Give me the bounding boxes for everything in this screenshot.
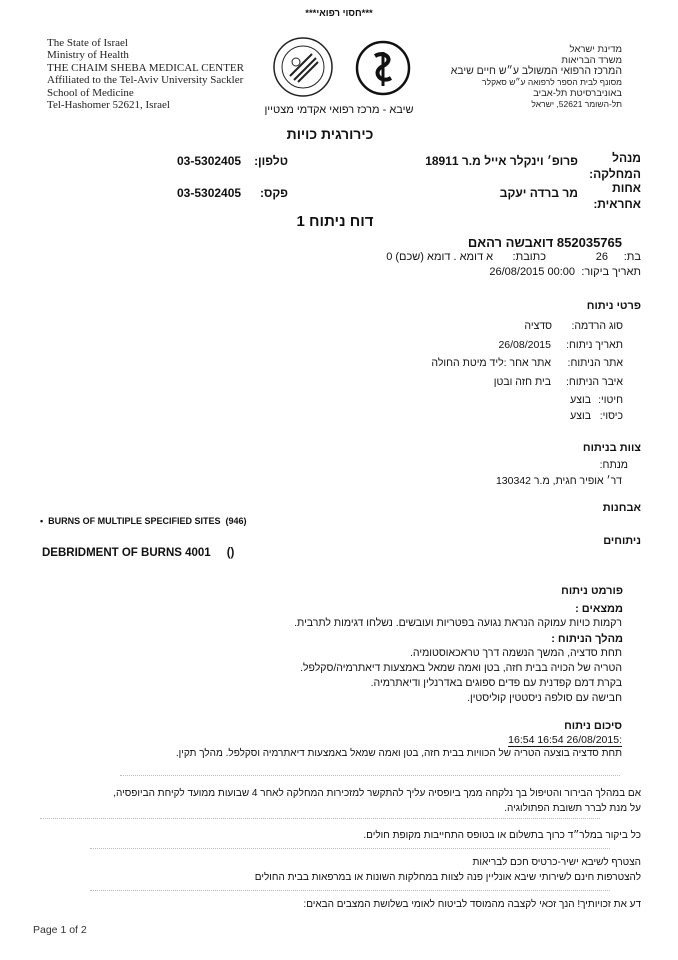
detail-label: חיטוי: <box>598 394 623 406</box>
detail-label: איבר הניתוח: <box>566 376 623 388</box>
surgery-details-heading: פרטי ניתוח <box>586 300 641 312</box>
detail-value: בית חזה ובטן <box>493 376 551 388</box>
procedure-name: DEBRIDMENT OF BURNS 4001 <box>42 547 211 559</box>
findings-label: ממצאים : <box>575 603 623 615</box>
hebrew-letterhead <box>451 44 622 110</box>
letterhead-line: משרד הבריאות <box>561 55 622 66</box>
ministry-seal-logo <box>272 36 334 98</box>
visit-value: 26/08/2015 00:00 <box>489 266 575 278</box>
fax-label: פקס: <box>259 186 288 200</box>
diagnosis-name: BURNS OF MULTIPLE SPECIFIED SITES <box>48 516 221 526</box>
rights-notice: דע את זכויותיך! הנך זכאי לקצבה מהמוסד לביטוח לאומי בשלושת המצבים הבאים: <box>303 899 641 910</box>
course-label: מהלך הניתוח : <box>551 633 623 645</box>
detail-label: סוג הרדמה: <box>571 320 623 332</box>
english-letterhead <box>47 37 244 111</box>
page-number: Page 1 of 2 <box>33 924 87 936</box>
detail-label: כיסוי: <box>599 410 623 422</box>
letterhead-line: School of Medicine <box>47 86 134 99</box>
summary-timestamp: 16:54 16:54 26/08/2015: <box>508 734 622 746</box>
address-value: א דומא . דומא (שכם) 0 <box>386 251 493 263</box>
course-line: חבישה עם סולפה ניסטטין קוליסטין. <box>467 692 622 704</box>
sheba-logo <box>355 40 411 96</box>
letterhead-line: המרכז הרפואי המשולב ע״ש חיים שיבא <box>450 65 622 77</box>
address-label: כתובת: <box>512 251 546 263</box>
surgeon-value: דר׳ אופיר חגית, מ.ר 130342 <box>495 475 622 487</box>
procedures-heading: ניתוחים <box>603 535 641 547</box>
head-label: מנהל המחלקה: <box>589 151 641 181</box>
detail-value: בוצע <box>570 394 591 406</box>
smoking-notice-line: להצטרפות חינם לשירותי שיבא אונליין פנה לצוות במחלקות השונות או במרפאות בבית החולים <box>254 872 641 883</box>
separator <box>90 848 610 855</box>
confidential-note: ***חסוי רפואי*** <box>305 8 373 19</box>
letterhead-line: תל-השומר 52621, ישראל <box>531 99 622 109</box>
report-title: דוח ניתוח 1 <box>296 213 374 230</box>
phone-label: טלפון: <box>254 154 288 168</box>
age-label: בת: <box>623 251 641 263</box>
letterhead-line: THE CHAIM SHEBA MEDICAL CENTER <box>47 61 244 74</box>
phone-value: 03-5302405 <box>177 154 242 168</box>
letterhead-line: Affiliated to the Tel-Aviv University Sackler <box>47 74 244 87</box>
detail-value: אתר אחר :ליד מיטת החולה <box>431 357 551 369</box>
summary-text: תחת סדציה בוצעה הטריה של הכוויות בבית חזה, בטן ואמה שמאל באמצעות דיאתרמיה וסקלפל. מהלך תקין. <box>175 748 622 759</box>
course-line: תחת סדציה, המשך הנשמה דרך טראכאוסטומיה. <box>409 647 622 659</box>
procedure-item <box>42 547 234 559</box>
summary-heading: סיכום ניתוח <box>564 720 622 732</box>
nurse-value: מר ברדה יעקב <box>499 186 578 200</box>
team-heading: צוות בניתוח <box>582 442 641 454</box>
surgery-format-heading: פורמט ניתוח <box>561 585 623 597</box>
nurse-label: אחות אחראית: <box>593 181 641 211</box>
biopsy-notice-line: אם במהלך הבירור והטיפול בך נלקחה ממך ביופסיה עליך להתקשר למזכירות המחלקה לאחר 4 שבועות ממועד לקיחת הביופסיה, <box>113 788 641 799</box>
detail-value: 26/08/2015 <box>498 339 551 351</box>
visit-label: תאריך ביקור: <box>581 266 641 278</box>
course-line: הטריה של הכויה בבית חזה, בטן ואמה שמאל באמצעות דיאתרמיה/סקלפל. <box>300 662 622 674</box>
detail-value: סדציה <box>524 320 552 332</box>
head-value: פרופ׳ וינקלר אייל מ.ר 18911 <box>425 154 578 168</box>
bullet-icon: • <box>40 516 44 526</box>
procedure-code: () <box>226 547 235 559</box>
course-line: בקרת דמם קפדנית עם פדים ספוגים באדרנלין ודיאתרמיה. <box>370 677 622 689</box>
hospital-subtitle: שיבא - מרכז רפואי אקדמי מצטיין <box>264 104 414 116</box>
detail-label: תאריך ניתוח: <box>566 339 623 351</box>
diagnosis-item <box>40 516 247 526</box>
patient-id-name: 852035765 דואבשה רהאם <box>467 235 622 250</box>
letterhead-line: מדינת ישראל <box>569 44 622 55</box>
separator <box>120 775 620 782</box>
detail-label: אתר הניתוח: <box>567 357 623 369</box>
surgeon-label: מנתח: <box>599 459 628 471</box>
letterhead-line: Tel-Hashomer 52621, Israel <box>47 99 170 112</box>
smoking-notice-line: הצטרף לשיבא ישיר-כרטיס חכם לבריאות <box>472 857 641 868</box>
separator <box>90 890 610 897</box>
biopsy-notice-line: על מנת לברר תשובת הפתולוגיה. <box>504 803 641 814</box>
payment-notice: כל ביקור במלר״ד כרוך בתשלום או בטופס התחייבות מקופת חולים. <box>363 830 641 841</box>
diagnoses-heading: אבחנות <box>602 502 641 514</box>
letterhead-line: The State of Israel <box>47 37 128 49</box>
separator <box>40 818 600 825</box>
detail-value: בוצע <box>570 410 591 422</box>
letterhead-line: באוניברסיטת תל-אביב <box>533 88 622 99</box>
findings-text: רקמות כויות עמוקה הנראת נגועה בפטריות ועובשים. נשלחו דגימות לתרבית. <box>294 617 622 629</box>
letterhead-line: מסונף לבית הספר לרפואה ע״ש סאקלר <box>482 77 622 87</box>
department-title: כירורגית כויות <box>286 126 374 142</box>
diagnosis-code: (946) <box>225 516 247 526</box>
letterhead-line: Ministry of Health <box>47 49 129 62</box>
age-value: 26 <box>595 251 608 263</box>
fax-value: 03-5302405 <box>177 186 242 200</box>
